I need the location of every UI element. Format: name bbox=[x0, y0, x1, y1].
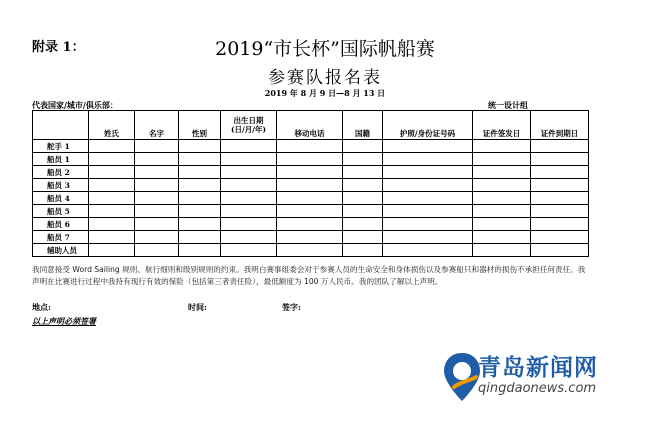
table-row bbox=[33, 218, 589, 231]
entry-cell[interactable] bbox=[179, 192, 221, 205]
table-row bbox=[33, 166, 589, 179]
entry-cell[interactable] bbox=[89, 192, 135, 205]
appendix-label: 附录 1： bbox=[32, 40, 85, 55]
row-label: 船员 4 bbox=[33, 192, 89, 205]
entry-cell[interactable] bbox=[277, 140, 343, 153]
entry-cell[interactable] bbox=[179, 218, 221, 231]
entry-cell[interactable] bbox=[343, 218, 383, 231]
entry-cell[interactable] bbox=[473, 205, 531, 218]
table-row bbox=[33, 205, 589, 218]
signature-label: 签字: bbox=[282, 302, 301, 312]
entry-cell[interactable] bbox=[89, 218, 135, 231]
table-row bbox=[33, 140, 589, 153]
table-row bbox=[33, 179, 589, 192]
entry-cell[interactable] bbox=[179, 153, 221, 166]
row-label: 船员 6 bbox=[33, 218, 89, 231]
entry-cell[interactable] bbox=[531, 205, 589, 218]
row-label: 辅助人员 bbox=[33, 244, 89, 257]
entry-cell[interactable] bbox=[531, 244, 589, 257]
entry-cell[interactable] bbox=[383, 140, 473, 153]
entry-cell[interactable] bbox=[277, 231, 343, 244]
declaration-text: 我同意接受 Word Sailing 规则、航行细则和级别规则的约束。我明白赛事组委会对于参赛人员的生命安全和身体损伤以及参赛船只和器材的损伤不承担任何责任。我声明在比赛进行过程中我持有现行有效的保险（包括第三者责任险），最低额度为 100 万人民币。我的团队了解以上声明。 bbox=[32, 265, 586, 286]
entry-cell[interactable] bbox=[89, 140, 135, 153]
page-subtitle: 参赛队报名表 bbox=[268, 68, 382, 88]
entry-cell[interactable] bbox=[89, 166, 135, 179]
column-header bbox=[33, 111, 89, 140]
row-label: 舵手 1 bbox=[33, 140, 89, 153]
entry-cell[interactable] bbox=[343, 153, 383, 166]
time-label: 时间: bbox=[188, 302, 207, 312]
entry-cell[interactable] bbox=[343, 140, 383, 153]
signature-required-note: 以上声明必须签署 bbox=[32, 316, 96, 326]
entry-cell[interactable] bbox=[531, 192, 589, 205]
location-pin-icon bbox=[444, 353, 480, 401]
table-row bbox=[33, 244, 589, 257]
table-row bbox=[33, 231, 589, 244]
entry-cell[interactable] bbox=[135, 218, 179, 231]
entry-cell[interactable] bbox=[383, 231, 473, 244]
entry-cell[interactable] bbox=[221, 192, 277, 205]
entry-cell[interactable] bbox=[531, 166, 589, 179]
row-label: 船员 2 bbox=[33, 166, 89, 179]
row-label: 船员 5 bbox=[33, 205, 89, 218]
column-header-gender: 性别 bbox=[179, 111, 221, 140]
entry-cell[interactable] bbox=[221, 166, 277, 179]
entry-cell[interactable] bbox=[89, 244, 135, 257]
entry-cell[interactable] bbox=[221, 179, 277, 192]
entry-cell[interactable] bbox=[277, 244, 343, 257]
entry-cell[interactable] bbox=[473, 140, 531, 153]
country-club-label: 代表国家/城市/俱乐部： bbox=[32, 100, 118, 110]
entry-cell[interactable] bbox=[135, 231, 179, 244]
entry-cell[interactable] bbox=[383, 166, 473, 179]
entry-cell[interactable] bbox=[277, 166, 343, 179]
row-label: 船员 1 bbox=[33, 153, 89, 166]
entry-cell[interactable] bbox=[179, 231, 221, 244]
entry-cell[interactable] bbox=[473, 231, 531, 244]
entry-cell[interactable] bbox=[221, 218, 277, 231]
entry-cell[interactable] bbox=[89, 205, 135, 218]
entry-cell[interactable] bbox=[473, 218, 531, 231]
entry-cell[interactable] bbox=[89, 153, 135, 166]
entry-cell[interactable] bbox=[221, 244, 277, 257]
entry-cell[interactable] bbox=[277, 179, 343, 192]
column-header-mobile: 移动电话 bbox=[277, 111, 343, 140]
page-title: 2019“市长杯”国际帆船赛 bbox=[215, 38, 435, 60]
entry-cell[interactable] bbox=[531, 179, 589, 192]
entry-cell[interactable] bbox=[135, 205, 179, 218]
entry-cell[interactable] bbox=[343, 179, 383, 192]
entry-cell[interactable] bbox=[179, 166, 221, 179]
table-row bbox=[33, 192, 589, 205]
entry-cell[interactable] bbox=[277, 153, 343, 166]
entry-cell[interactable] bbox=[135, 140, 179, 153]
entry-cell[interactable] bbox=[135, 153, 179, 166]
entry-cell[interactable] bbox=[277, 205, 343, 218]
entry-cell[interactable] bbox=[135, 179, 179, 192]
column-header-nationality: 国籍 bbox=[343, 111, 383, 140]
entry-cell[interactable] bbox=[179, 140, 221, 153]
entry-cell[interactable] bbox=[221, 140, 277, 153]
column-header-expiry-date: 证件到期日 bbox=[531, 111, 589, 140]
entry-cell[interactable] bbox=[343, 205, 383, 218]
entry-cell[interactable] bbox=[343, 166, 383, 179]
event-dates: 2019 年 8 月 9 日—8 月 13 日 bbox=[264, 88, 386, 98]
row-label: 船员 3 bbox=[33, 179, 89, 192]
entry-cell[interactable] bbox=[179, 179, 221, 192]
entry-cell[interactable] bbox=[135, 244, 179, 257]
entry-cell[interactable] bbox=[135, 166, 179, 179]
row-label: 船员 7 bbox=[33, 231, 89, 244]
entry-cell[interactable] bbox=[89, 231, 135, 244]
watermark-name: 青岛新闻网 bbox=[478, 355, 598, 381]
entry-cell[interactable] bbox=[277, 192, 343, 205]
entry-cell[interactable] bbox=[89, 179, 135, 192]
column-header-given-name: 名字 bbox=[135, 111, 179, 140]
table-header-row bbox=[33, 111, 589, 140]
entry-cell[interactable] bbox=[383, 244, 473, 257]
entry-cell[interactable] bbox=[221, 153, 277, 166]
entry-cell[interactable] bbox=[343, 192, 383, 205]
entry-cell[interactable] bbox=[473, 244, 531, 257]
entry-cell[interactable] bbox=[383, 205, 473, 218]
entry-cell[interactable] bbox=[473, 179, 531, 192]
entry-cell[interactable] bbox=[343, 231, 383, 244]
entry-form-table bbox=[32, 110, 589, 257]
entry-cell[interactable] bbox=[531, 218, 589, 231]
entry-cell[interactable] bbox=[221, 205, 277, 218]
column-header-issue-date: 证件签发日 bbox=[473, 111, 531, 140]
entry-cell[interactable] bbox=[531, 153, 589, 166]
entry-cell[interactable] bbox=[343, 244, 383, 257]
column-header-passport-id: 护照/身份证号码 bbox=[383, 111, 473, 140]
watermark-url: qingdaonews.com bbox=[478, 381, 597, 396]
entry-cell[interactable] bbox=[277, 218, 343, 231]
table-row bbox=[33, 153, 589, 166]
entry-cell[interactable] bbox=[473, 166, 531, 179]
entry-cell[interactable] bbox=[135, 192, 179, 205]
entry-cell[interactable] bbox=[179, 244, 221, 257]
entry-cell[interactable] bbox=[383, 179, 473, 192]
entry-cell[interactable] bbox=[383, 192, 473, 205]
entry-cell[interactable] bbox=[179, 205, 221, 218]
entry-cell[interactable] bbox=[221, 231, 277, 244]
place-label: 地点: bbox=[32, 302, 51, 312]
entry-cell[interactable] bbox=[383, 218, 473, 231]
design-group-label: 统一设计组 bbox=[488, 100, 528, 110]
entry-cell[interactable] bbox=[383, 153, 473, 166]
entry-cell[interactable] bbox=[473, 192, 531, 205]
column-header-birth-date: 出生日期 (日/月/年) bbox=[221, 111, 277, 140]
entry-cell[interactable] bbox=[473, 153, 531, 166]
column-header-surname: 姓氏 bbox=[89, 111, 135, 140]
entry-cell[interactable] bbox=[531, 140, 589, 153]
entry-cell[interactable] bbox=[531, 231, 589, 244]
